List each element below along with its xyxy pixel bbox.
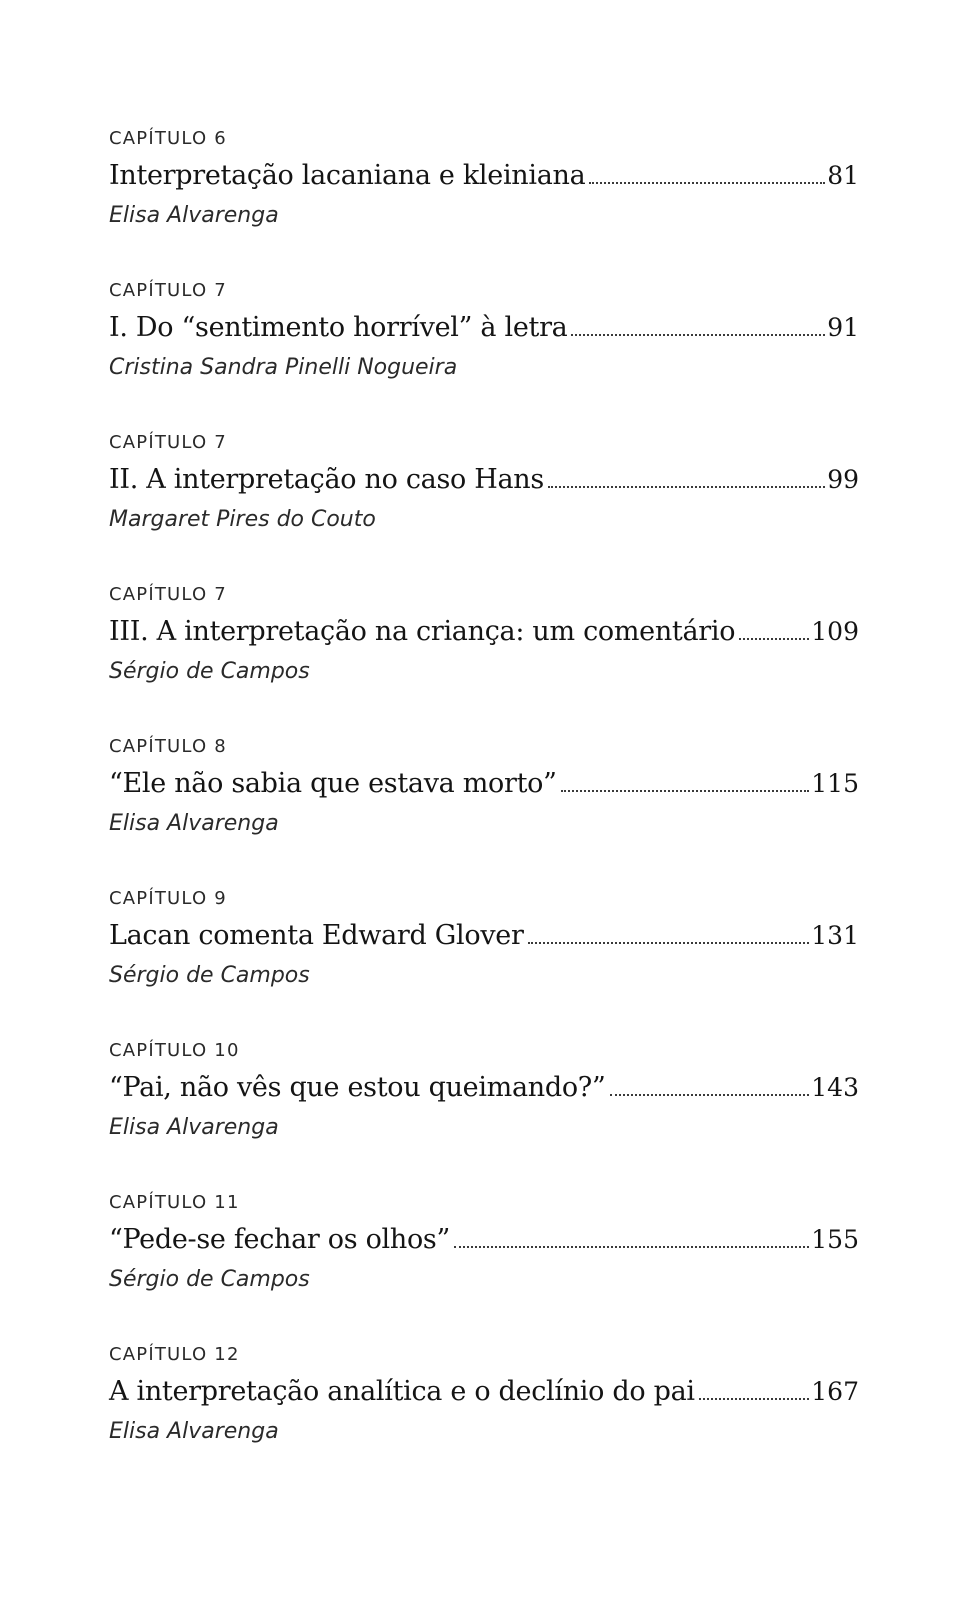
dot-leader (528, 942, 810, 944)
chapter-title: A interpretação analítica e o declínio do pai (109, 1376, 695, 1407)
chapter-label: CAPÍTULO 12 (109, 1344, 240, 1365)
toc-entry (109, 1040, 859, 1192)
title-line (109, 1376, 859, 1412)
toc-entry (109, 1344, 859, 1496)
chapter-label: CAPÍTULO 11 (109, 1192, 240, 1213)
chapter-author: Elisa Alvarenga (109, 1115, 279, 1140)
dot-leader (610, 1094, 810, 1096)
page-number: 167 (811, 1377, 859, 1406)
page-number: 131 (811, 921, 859, 950)
chapter-label: CAPÍTULO 6 (109, 128, 227, 149)
toc-entry (109, 432, 859, 584)
chapter-author: Elisa Alvarenga (109, 811, 279, 836)
chapter-label: CAPÍTULO 8 (109, 736, 227, 757)
chapter-author: Elisa Alvarenga (109, 203, 279, 228)
dot-leader (561, 790, 810, 792)
chapter-title: III. A interpretação na criança: um comentário (109, 616, 736, 647)
dot-leader (699, 1398, 810, 1400)
chapter-title: “Ele não sabia que estava morto” (109, 768, 557, 799)
toc-entry (109, 1192, 859, 1344)
toc-entry (109, 584, 859, 736)
page-number: 115 (811, 769, 859, 798)
chapter-label: CAPÍTULO 9 (109, 888, 227, 909)
toc-entry (109, 280, 859, 432)
dot-leader (739, 638, 809, 640)
page-number: 81 (827, 161, 859, 190)
page-number: 91 (827, 313, 859, 342)
title-line (109, 1224, 859, 1260)
chapter-label: CAPÍTULO 7 (109, 432, 227, 453)
page-number: 143 (811, 1073, 859, 1102)
chapter-label: CAPÍTULO 7 (109, 584, 227, 605)
chapter-label: CAPÍTULO 10 (109, 1040, 240, 1061)
chapter-author: Sérgio de Campos (109, 1267, 310, 1292)
chapter-title: II. A interpretação no caso Hans (109, 464, 544, 495)
chapter-author: Sérgio de Campos (109, 963, 310, 988)
page-number: 109 (811, 617, 859, 646)
chapter-title: I. Do “sentimento horrível” à letra (109, 312, 568, 343)
title-line (109, 1072, 859, 1108)
chapter-title: “Pede-se fechar os olhos” (109, 1224, 450, 1255)
toc-entry (109, 736, 859, 888)
title-line (109, 768, 859, 804)
dot-leader (548, 486, 825, 488)
dot-leader (589, 182, 825, 184)
title-line (109, 160, 859, 196)
chapter-title: Interpretação lacaniana e kleiniana (109, 160, 586, 191)
toc-entry (109, 128, 859, 280)
dot-leader (571, 334, 825, 336)
chapter-title: Lacan comenta Edward Glover (109, 920, 524, 951)
chapter-author: Margaret Pires do Couto (109, 507, 376, 532)
toc-entry (109, 888, 859, 1040)
title-line (109, 312, 859, 348)
dot-leader (454, 1246, 809, 1248)
chapter-author: Elisa Alvarenga (109, 1419, 279, 1444)
page-number: 155 (811, 1225, 859, 1254)
page-number: 99 (827, 465, 859, 494)
title-line (109, 920, 859, 956)
chapter-label: CAPÍTULO 7 (109, 280, 227, 301)
chapter-author: Sérgio de Campos (109, 659, 310, 684)
title-line (109, 616, 859, 652)
table-of-contents (109, 128, 859, 1496)
title-line (109, 464, 859, 500)
chapter-title: “Pai, não vês que estou queimando?” (109, 1072, 606, 1103)
chapter-author: Cristina Sandra Pinelli Nogueira (109, 355, 458, 380)
